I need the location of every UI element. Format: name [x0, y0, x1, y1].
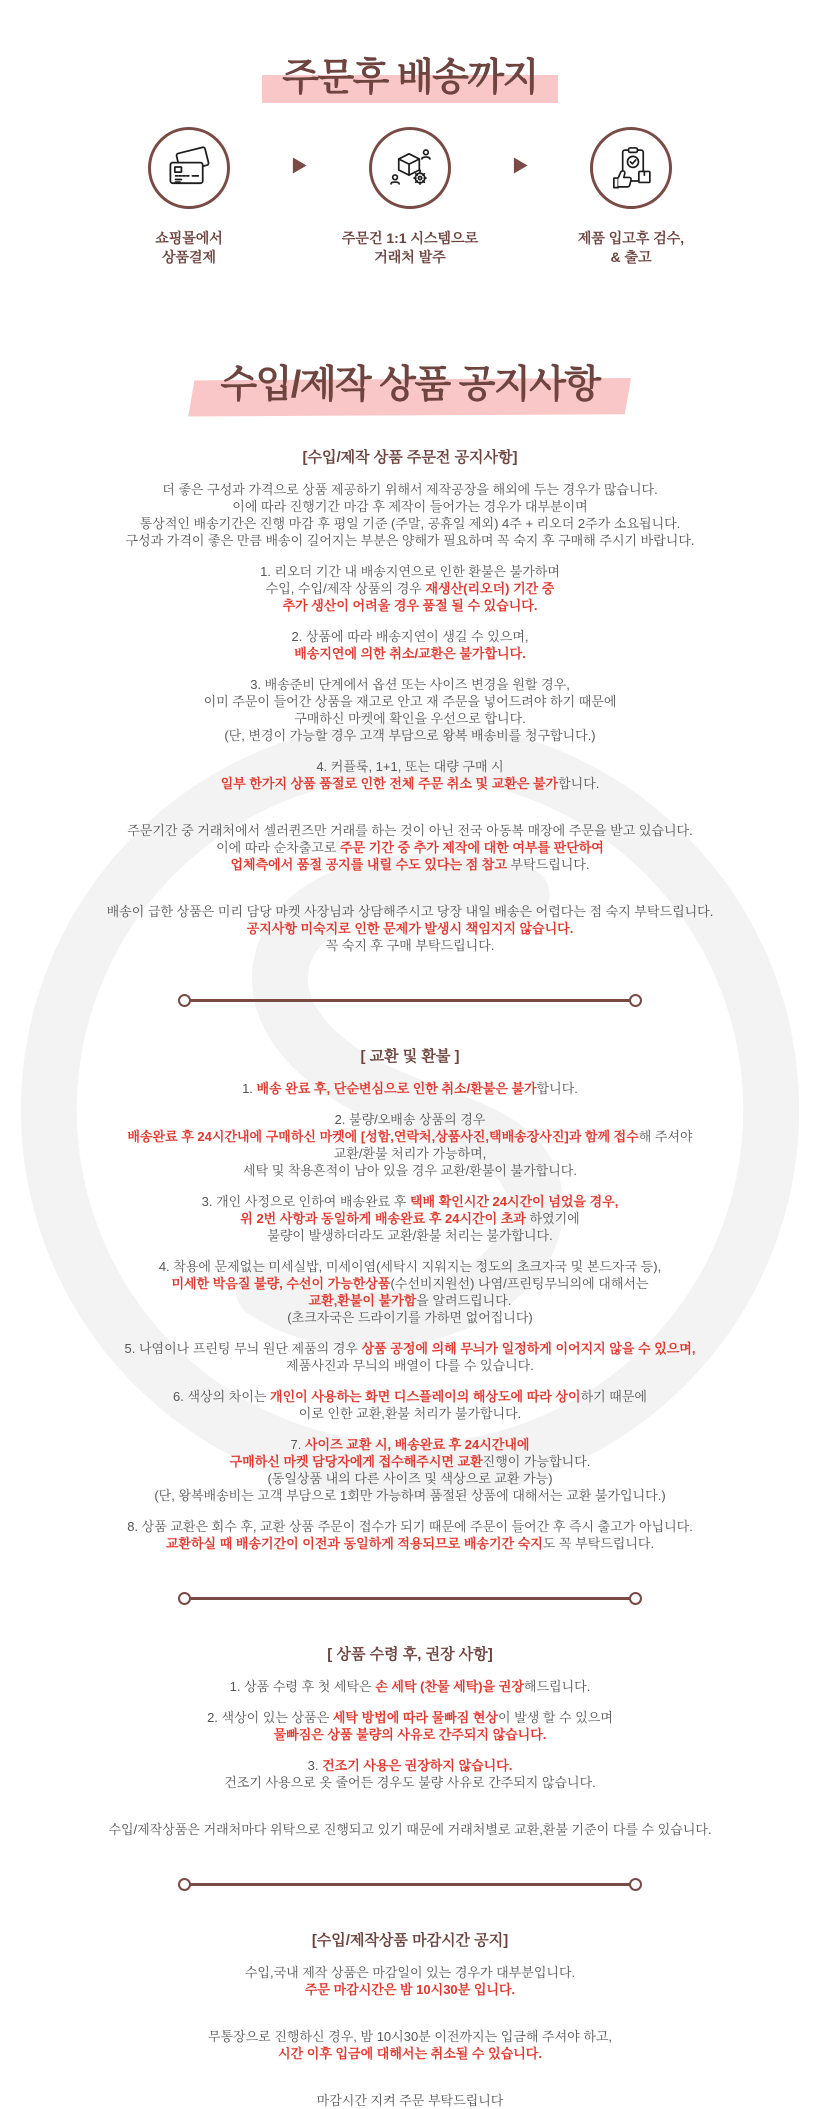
text-segment: 6. 색상의 차이는: [173, 1388, 271, 1404]
alert-text-segment: 추가 생산이 어려울 경우 품절 될 수 있습니다.: [282, 597, 538, 613]
text-segment: (단, 왕복배송비는 고객 부담으로 1회만 가능하며 품절된 상품에 대해서는 교환 불가입니다.): [154, 1487, 666, 1503]
notice-title-text: 수입/제작 상품 공지사항: [212, 353, 607, 408]
text-segment: 3. 개인 사정으로 인하여 배송완료 후: [201, 1193, 410, 1209]
notice-line: [60, 628, 760, 645]
notice-block: [60, 628, 760, 662]
notice-line: [60, 1518, 760, 1535]
text-segment: 1. 상품 수령 후 첫 세탁은: [229, 1678, 376, 1694]
alert-text-segment: 재생산(리오더) 기간 중: [425, 580, 555, 596]
flow-step: [538, 127, 724, 267]
notice-line: [60, 1292, 760, 1309]
alert-text-segment: 배송지연에 의한 취소/교환은 불가합니다.: [294, 645, 526, 661]
text-segment: 더 좋은 구성과 가격으로 상품 제공하기 위해서 제작공장을 해외에 두는 경우가 많습니다.: [162, 481, 658, 497]
notice-line: [60, 1487, 760, 1504]
text-segment: 도 꼭 부탁드립니다.: [542, 1535, 655, 1551]
notice-line: [60, 2092, 760, 2109]
text-segment: 배송이 급한 상품은 미리 담당 마켓 사장님과 상담해주시고 당장 내일 배송은 어렵다는 점 숙지 부탁드립니다.: [106, 903, 714, 919]
text-segment: 꼭 숙지 후 구매 부탁드립니다.: [325, 937, 495, 953]
notice-line: [60, 839, 760, 856]
notice-block: [60, 1518, 760, 1552]
notice-body: [60, 446, 760, 2109]
notice-line: [60, 1453, 760, 1470]
shipping-notice-page: [60, 0, 760, 2108]
text-segment: 합니다.: [536, 1080, 578, 1096]
text-segment: 7.: [290, 1436, 305, 1452]
ring-line-divider: [178, 994, 642, 1007]
notice-content: [60, 0, 760, 2109]
flow-step: [317, 127, 503, 267]
flow-step-label: 주문건 1:1 시스템으로 거래처 발주: [341, 230, 479, 265]
text-segment: 이로 인한 교환,환불 처리가 불가합니다.: [298, 1405, 522, 1421]
alert-text-segment: 주문 마감시간은 밤 10시30분 입니다.: [304, 1981, 516, 1997]
text-segment: 2. 상품에 따라 배송지연이 생길 수 있으며,: [291, 628, 529, 644]
text-segment: 수입, 수입/제작 상품의 경우: [265, 580, 426, 596]
text-segment: 이 발생 할 수 있으며: [498, 1709, 613, 1725]
notice-block: [60, 1678, 760, 1695]
text-segment: 불량이 발생하더라도 교환/환불 처리는 불가합니다.: [267, 1227, 553, 1243]
text-segment: 3.: [307, 1757, 323, 1773]
text-segment: 하기 때문에: [580, 1388, 647, 1404]
notice-block: [60, 481, 760, 549]
notice-line: [60, 1193, 760, 1210]
notice-line: [60, 1258, 760, 1275]
alert-text-segment: 시간 이후 입금에 대해서는 취소될 수 있습니다.: [278, 2045, 542, 2061]
notice-line: [60, 710, 760, 727]
notice-block: [60, 1821, 760, 1838]
notice-line: [60, 1080, 760, 1097]
text-segment: 마감시간 지켜 주문 부탁드립니다: [316, 2092, 504, 2108]
text-segment: 4. 착용에 문제없는 미세실밥, 미세이염(세탁시 지워지는 정도의 초크자국 및 본드자국 등),: [158, 1258, 662, 1274]
alert-text-segment: 주문 기간 중 추가 제작에 대한 여부를 판단하여: [339, 839, 604, 855]
text-segment: (단, 변경이 가능할 경우 고객 부담으로 왕복 배송비를 청구합니다.): [224, 727, 596, 743]
notice-line: [60, 822, 760, 839]
notice-line: [60, 1162, 760, 1179]
text-segment: 합니다.: [558, 775, 600, 791]
alert-text-segment: 업체측에서 품절 공지를 내릴 수도 있다는 점 참고: [230, 856, 507, 872]
notice-block: [60, 1757, 760, 1791]
notice-line: [60, 1340, 760, 1357]
notice-line: [60, 937, 760, 954]
triangle-right-icon: [291, 156, 308, 175]
ring-line-divider: [178, 1878, 642, 1891]
alert-text-segment: 세탁 방법에 따라 물빠짐 현상: [332, 1709, 498, 1725]
text-segment: 이에 따라 순차출고로: [216, 839, 340, 855]
notice-block: [60, 1388, 760, 1422]
notice-line: [60, 1145, 760, 1162]
notice-block: [60, 758, 760, 792]
notice-line: [60, 580, 760, 597]
triangle-right-icon: [512, 156, 529, 175]
notice-line: [60, 1757, 760, 1774]
order-flow-steps: [96, 127, 724, 267]
text-segment: 해드립니다.: [523, 1678, 591, 1694]
alert-text-segment: 교환하실 때 배송기간이 이전과 동일하게 적용되므로 배송기간 숙지: [165, 1535, 543, 1551]
alert-text-segment: 사이즈 교환 시, 배송완료 후 24시간내에: [304, 1436, 530, 1452]
text-segment: 을 알려드립니다.: [416, 1292, 512, 1308]
text-segment: 구매하신 마켓에 확인을 우선으로 합니다.: [294, 710, 526, 726]
notice-line: [60, 758, 760, 775]
text-segment: 1.: [242, 1080, 257, 1096]
text-segment: 1. 리오더 기간 내 배송지연으로 인한 환불은 불가하며: [260, 563, 560, 579]
alert-text-segment: 물빠짐은 상품 불량의 사유로 간주되지 않습니다.: [273, 1726, 547, 1742]
notice-line: [60, 1357, 760, 1374]
notice-block: [60, 1080, 760, 1097]
flow-step: [96, 127, 282, 267]
notice-line: [60, 1535, 760, 1552]
notice-line: [60, 1981, 760, 1998]
notice-line: [60, 1388, 760, 1405]
notice-block: [60, 1964, 760, 1998]
text-segment: 교환/환불 처리가 가능하며,: [333, 1145, 487, 1161]
alert-text-segment: 배송완료 후 24시간내에 구매하신 마켓에 [성함,연락처,상품사진,택배송장사진]과 함께 접수: [127, 1128, 639, 1144]
alert-text-segment: 상품 공정에 의해 무늬가 일정하게 이어지지 않을 수 있으며,: [361, 1340, 696, 1356]
divider-ring: [629, 1878, 642, 1891]
notice-block: [60, 563, 760, 614]
notice-line: [60, 1128, 760, 1145]
text-segment: 5. 나염이나 프린팅 무늬 원단 제품의 경우: [124, 1340, 362, 1356]
notice-line: [60, 1309, 760, 1326]
text-segment: (초크자국은 드라이기를 가하면 없어집니다): [287, 1309, 533, 1325]
notice-line: [60, 2028, 760, 2045]
notice-line: [60, 1111, 760, 1128]
notice-line: [60, 481, 760, 498]
notice-line: [60, 498, 760, 515]
flow-step-label: 쇼핑몰에서 상품결제: [155, 230, 223, 265]
notice-line: [60, 1210, 760, 1227]
notice-line: [60, 1964, 760, 1981]
notice-line: [60, 1709, 760, 1726]
notice-line: [60, 1678, 760, 1695]
text-segment: 부탁드립니다.: [506, 856, 590, 872]
order-system-icon: [369, 127, 451, 209]
section-header: [ 교환 및 환불 ]: [360, 1047, 460, 1065]
notice-block: [60, 1436, 760, 1504]
notice-line: [60, 693, 760, 710]
text-segment: 3. 배송준비 단계에서 옵션 또는 사이즈 변경을 원할 경우,: [250, 676, 570, 692]
notice-block: [60, 2092, 760, 2109]
alert-text-segment: 배송 완료 후, 단순변심으로 인한 취소/환불은 불가: [256, 1080, 537, 1096]
divider-ring: [629, 994, 642, 1007]
inspection-icon: [590, 127, 672, 209]
notice-line: [60, 727, 760, 744]
ring-line-divider: [178, 1592, 642, 1605]
section-header: [수입/제작상품 마감시간 공지]: [311, 1931, 509, 1949]
text-segment: 통상적인 배송기간은 진행 마감 후 평일 기준 (주말, 공휴일 제외) 4주 + 리오더 2주가 소요됩니다.: [139, 515, 681, 531]
notice-block: [60, 2028, 760, 2062]
flow-title-text: 주문후 배송까지: [274, 46, 546, 101]
section-header: [ 상품 수령 후, 권장 사항]: [327, 1645, 493, 1663]
notice-block: [60, 1193, 760, 1244]
notice-line: [60, 1275, 760, 1292]
text-segment: 8. 상품 교환은 회수 후, 교환 상품 주문이 접수가 되기 때문에 주문이 들어간 후 즉시 출고가 아닙니다.: [127, 1518, 693, 1534]
divider-line: [190, 999, 630, 1002]
text-segment: 이미 주문이 들어간 상품을 재고로 안고 재 주문을 넣어드려야 하기 때문에: [203, 693, 617, 709]
notice-line: [60, 1405, 760, 1422]
notice-block: [60, 676, 760, 744]
notice-line: [60, 1726, 760, 1743]
alert-text-segment: 손 세탁 (찬물 세탁)을 권장: [375, 1678, 524, 1694]
notice-line: [60, 597, 760, 614]
alert-text-segment: 위 2번 사항과 동일하게 배송완료 후 24시간이 초과: [240, 1210, 526, 1226]
notice-line: [60, 676, 760, 693]
text-segment: 2. 색상이 있는 상품은: [207, 1709, 333, 1725]
notice-line: [60, 920, 760, 937]
notice-line: [60, 856, 760, 873]
notice-line: [60, 532, 760, 549]
notice-line: [60, 903, 760, 920]
text-segment: 무통장으로 진행하신 경우, 밤 10시30분 이전까지는 입금해 주셔야 하고,: [207, 2028, 613, 2044]
notice-line: [60, 563, 760, 580]
text-segment: 수입,국내 제작 상품은 마감일이 있는 경우가 대부분입니다.: [244, 1964, 576, 1980]
text-segment: (동일상품 내의 다른 사이즈 및 색상으로 교환 가능): [267, 1470, 553, 1486]
text-segment: 이에 따라 진행기간 마감 후 제작이 들어가는 경우가 대부분이며: [232, 498, 588, 514]
alert-text-segment: 건조기 사용은 권장하지 않습니다.: [322, 1757, 513, 1773]
notice-line: [60, 1436, 760, 1453]
notice-line: [60, 1470, 760, 1487]
text-segment: 건조기 사용으로 옷 줄어든 경우도 불량 사유로 간주되지 않습니다.: [224, 1774, 596, 1790]
notice-title: [60, 353, 760, 408]
divider-ring: [629, 1592, 642, 1605]
alert-text-segment: 교환,환불이 불가함: [308, 1292, 417, 1308]
text-segment: 2. 불량/오배송 상품의 경우: [334, 1111, 486, 1127]
notice-block: [60, 1111, 760, 1179]
alert-text-segment: 택배 확인시간 24시간이 넘었을 경우,: [409, 1193, 619, 1209]
notice-block: [60, 1340, 760, 1374]
alert-text-segment: 일부 한가지 상품 품절로 인한 전체 주문 취소 및 교환은 불가: [220, 775, 559, 791]
notice-line: [60, 2045, 760, 2062]
text-segment: 제품사진과 무늬의 배열이 다를 수 있습니다.: [286, 1357, 534, 1373]
alert-text-segment: 미세한 박음질 불량, 수선이 가능한상품: [171, 1275, 391, 1291]
notice-block: [60, 822, 760, 873]
text-segment: 진행이 가능합니다.: [482, 1453, 591, 1469]
credit-card-icon: [148, 127, 230, 209]
notice-block: [60, 903, 760, 954]
notice-line: [60, 515, 760, 532]
text-segment: (수선비지원선) 나염/프린팅무늬의에 대해서는: [390, 1275, 649, 1291]
alert-text-segment: 구매하신 마켓 담당자에게 접수해주시면 교환: [229, 1453, 483, 1469]
text-segment: 주문기간 중 거래처에서 셀러퀸즈만 거래를 하는 것이 아닌 전국 아동복 매장에 주문을 받고 있습니다.: [127, 822, 693, 838]
text-segment: 수입/제작상품은 거래처마다 위탁으로 진행되고 있기 때문에 거래처별로 교환,환불 기준이 다를 수 있습니다.: [108, 1821, 712, 1837]
section-header: [수입/제작 상품 주문전 공지사항]: [302, 448, 518, 466]
notice-line: [60, 775, 760, 792]
alert-text-segment: 공지사항 미숙지로 인한 문제가 발생시 책임지지 않습니다.: [246, 920, 574, 936]
flow-title: [60, 46, 760, 101]
notice-line: [60, 1227, 760, 1244]
divider-line: [190, 1597, 630, 1600]
notice-line: [60, 645, 760, 662]
flow-step-label: 제품 입고후 검수, & 출고: [577, 230, 685, 265]
text-segment: 세탁 및 착용흔적이 남아 있을 경우 교환/환불이 불가합니다.: [243, 1162, 577, 1178]
notice-line: [60, 1774, 760, 1791]
alert-text-segment: 개인이 사용하는 화면 디스플레이의 해상도에 따라 상이: [270, 1388, 581, 1404]
text-segment: 4. 커플룩, 1+1, 또는 대량 구매 시: [316, 758, 504, 774]
notice-block: [60, 1709, 760, 1743]
text-segment: 하였기에: [525, 1210, 580, 1226]
text-segment: 해 주셔야: [638, 1128, 693, 1144]
text-segment: 구성과 가격이 좋은 만큼 배송이 길어지는 부분은 양해가 필요하며 꼭 숙지 후 구매해 주시기 바랍니다.: [125, 532, 695, 548]
notice-block: [60, 1258, 760, 1326]
notice-line: [60, 1821, 760, 1838]
divider-line: [190, 1883, 630, 1886]
